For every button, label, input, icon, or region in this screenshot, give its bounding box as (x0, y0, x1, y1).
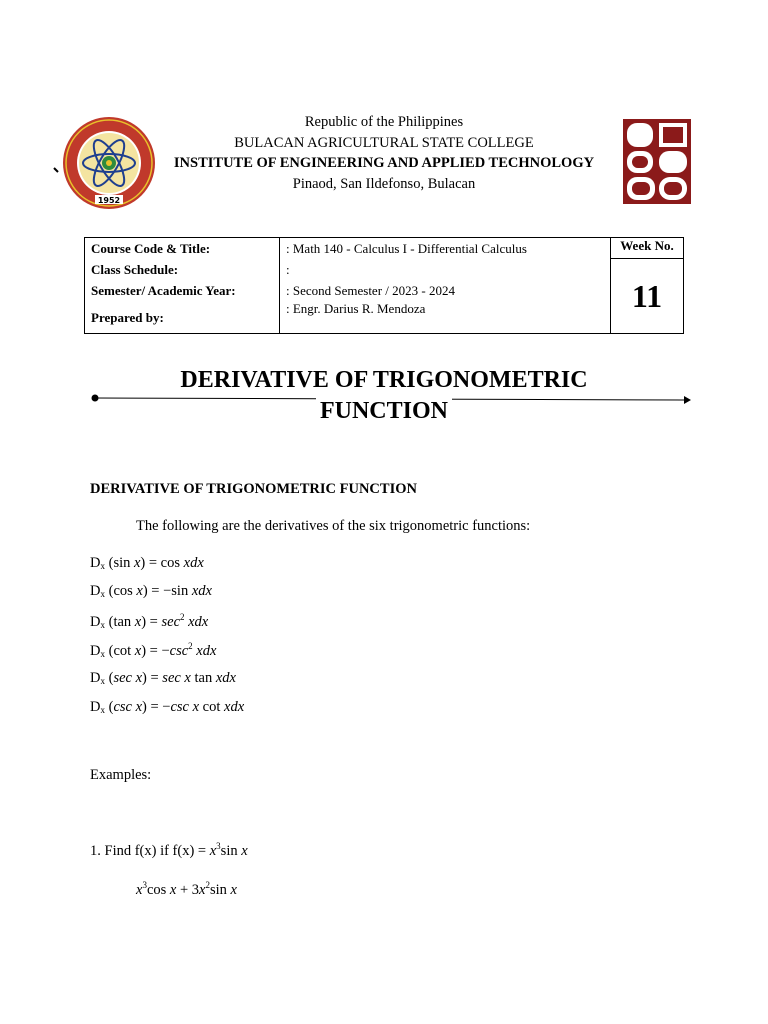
value-semester: : Second Semester / 2023 - 2024 (286, 283, 455, 298)
header-college: BULACAN AGRICULTURAL STATE COLLEGE (234, 135, 534, 151)
example-1: 1. Find f(x) if $f(x) = x^3\sin$ x (90, 841, 248, 859)
formula-csc: $D_x$ (csc x) = −csc x cot xdx (90, 699, 245, 715)
header-republic: Republic of the Philippines (304, 114, 464, 130)
formula-sin: $D_x$ (sin x) = cos xdx (90, 555, 204, 571)
header-address: Pinaod, San Ildefonso, Bulacan (292, 176, 476, 192)
page-title-line1: DERIVATIVE OF TRIGONOMETRIC (0, 365, 768, 396)
header-institute: INSTITUTE OF ENGINEERING AND APPLIED TECHNOLOGY (173, 155, 595, 171)
course-info-table (84, 237, 684, 334)
week-number: 11 (611, 259, 684, 334)
label-semester: Semester/ Academic Year: (91, 283, 236, 298)
label-schedule: Class Schedule: (91, 262, 179, 277)
week-label: Week No. (611, 238, 684, 259)
value-course: : Math 140 - Calculus I - Differential Calculus (286, 241, 527, 256)
value-schedule: : (286, 262, 290, 277)
label-course: Course Code & Title: (91, 241, 211, 256)
formula-cos: $D_x$ (cos x) = −sin xdx (90, 583, 212, 599)
value-prepared: : Engr. Darius R. Mendoza (286, 301, 426, 316)
formula-tan: $D_x$ (tan $x) = \sec^2$ xdx (90, 612, 209, 630)
page-title-line2: FUNCTION (0, 396, 768, 427)
examples-label: Examples: (90, 767, 152, 783)
seal-year: 1952 (97, 196, 121, 205)
example-1-answer: $x^3\cos$ $x + 3x^2\sin$ x (136, 880, 237, 898)
intro-paragraph: The following are the derivatives of the six trigonometric functions: (136, 518, 531, 534)
label-prepared: Prepared by: (91, 310, 164, 325)
formula-cot: $D_x$ (cot $x) = -\csc^2$ xdx (90, 641, 217, 659)
formula-sec: $D_x$ (sec x) = sec x tan xdx (90, 670, 236, 686)
section-heading: DERIVATIVE OF TRIGONOMETRIC FUNCTION (90, 481, 417, 497)
